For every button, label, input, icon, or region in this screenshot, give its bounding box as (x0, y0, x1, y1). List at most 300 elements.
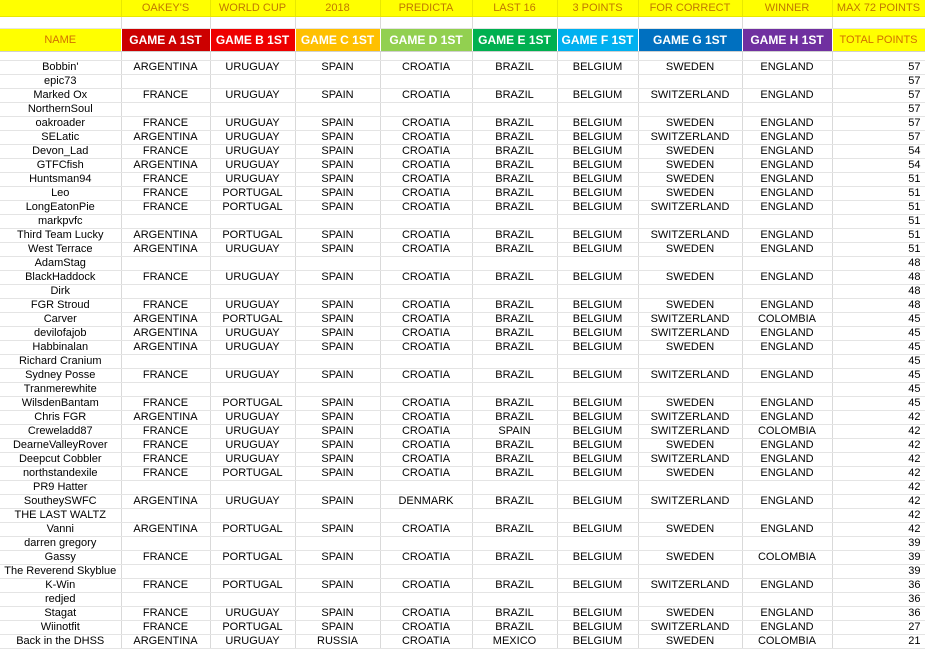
total-points-cell[interactable]: 51 (832, 173, 925, 187)
pick-cell-game-h[interactable]: ENGLAND (742, 159, 832, 173)
player-name-cell[interactable]: GTFCfish (0, 159, 121, 173)
pick-cell-game-b[interactable] (210, 509, 295, 523)
pick-cell-game-a[interactable]: ARGENTINA (121, 159, 210, 173)
pick-cell-game-d[interactable]: CROATIA (380, 411, 472, 425)
pick-cell-game-d[interactable]: CROATIA (380, 159, 472, 173)
pick-cell-game-h[interactable]: ENGLAND (742, 523, 832, 537)
pick-cell-game-d[interactable] (380, 565, 472, 579)
pick-cell-game-g[interactable]: SWITZERLAND (638, 229, 742, 243)
pick-cell-game-f[interactable]: BELGIUM (557, 607, 638, 621)
pick-cell-game-b[interactable]: URUGUAY (210, 131, 295, 145)
total-points-cell[interactable]: 48 (832, 257, 925, 271)
pick-cell-game-c[interactable]: SPAIN (295, 271, 380, 285)
total-points-cell[interactable]: 51 (832, 201, 925, 215)
pick-cell-game-c[interactable]: SPAIN (295, 411, 380, 425)
pick-cell-game-f[interactable]: BELGIUM (557, 117, 638, 131)
pick-cell-game-e[interactable]: BRAZIL (472, 159, 557, 173)
game-f-header[interactable]: GAME F 1ST (557, 29, 638, 52)
pick-cell-game-h[interactable]: ENGLAND (742, 439, 832, 453)
pick-cell-game-e[interactable]: BRAZIL (472, 411, 557, 425)
pick-cell-game-d[interactable]: CROATIA (380, 397, 472, 411)
pick-cell-game-a[interactable]: FRANCE (121, 467, 210, 481)
pick-cell-game-h[interactable]: COLOMBIA (742, 425, 832, 439)
pick-cell-game-g[interactable] (638, 383, 742, 397)
pick-cell-game-f[interactable]: BELGIUM (557, 467, 638, 481)
pick-cell-game-d[interactable]: CROATIA (380, 341, 472, 355)
pick-cell-game-h[interactable]: ENGLAND (742, 579, 832, 593)
pick-cell-game-f[interactable] (557, 481, 638, 495)
total-points-cell[interactable]: 48 (832, 271, 925, 285)
pick-cell-game-h[interactable] (742, 285, 832, 299)
player-name-cell[interactable]: The Reverend Skyblue (0, 565, 121, 579)
pick-cell-game-f[interactable]: BELGIUM (557, 173, 638, 187)
empty-cell[interactable] (295, 17, 380, 29)
pick-cell-game-h[interactable]: ENGLAND (742, 145, 832, 159)
player-name-cell[interactable]: West Terrace (0, 243, 121, 257)
pick-cell-game-b[interactable]: URUGUAY (210, 173, 295, 187)
pick-cell-game-a[interactable]: FRANCE (121, 173, 210, 187)
pick-cell-game-e[interactable]: BRAZIL (472, 327, 557, 341)
pick-cell-game-d[interactable] (380, 215, 472, 229)
pick-cell-game-h[interactable] (742, 509, 832, 523)
total-points-cell[interactable]: 42 (832, 467, 925, 481)
player-name-cell[interactable]: redjed (0, 593, 121, 607)
pick-cell-game-c[interactable] (295, 75, 380, 89)
pick-cell-game-g[interactable]: SWEDEN (638, 439, 742, 453)
pick-cell-game-g[interactable]: SWITZERLAND (638, 425, 742, 439)
pick-cell-game-g[interactable] (638, 481, 742, 495)
pick-cell-game-d[interactable] (380, 593, 472, 607)
pick-cell-game-f[interactable]: BELGIUM (557, 425, 638, 439)
pick-cell-game-b[interactable]: URUGUAY (210, 635, 295, 649)
pick-cell-game-f[interactable] (557, 355, 638, 369)
pick-cell-game-b[interactable]: PORTUGAL (210, 229, 295, 243)
total-points-cell[interactable]: 57 (832, 117, 925, 131)
pick-cell-game-e[interactable]: BRAZIL (472, 117, 557, 131)
total-points-cell[interactable]: 42 (832, 453, 925, 467)
pick-cell-game-b[interactable]: URUGUAY (210, 453, 295, 467)
pick-cell-game-h[interactable]: ENGLAND (742, 89, 832, 103)
pick-cell-game-d[interactable]: CROATIA (380, 229, 472, 243)
pick-cell-game-e[interactable] (472, 103, 557, 117)
pick-cell-game-b[interactable]: URUGUAY (210, 341, 295, 355)
pick-cell-game-c[interactable]: SPAIN (295, 439, 380, 453)
pick-cell-game-f[interactable] (557, 593, 638, 607)
pick-cell-game-f[interactable]: BELGIUM (557, 313, 638, 327)
pick-cell-game-d[interactable] (380, 537, 472, 551)
pick-cell-game-c[interactable]: SPAIN (295, 495, 380, 509)
pick-cell-game-g[interactable]: SWITZERLAND (638, 131, 742, 145)
banner-cell[interactable]: 2018 (295, 0, 380, 17)
total-points-cell[interactable]: 57 (832, 103, 925, 117)
total-points-cell[interactable]: 51 (832, 187, 925, 201)
pick-cell-game-b[interactable]: URUGUAY (210, 607, 295, 621)
pick-cell-game-e[interactable]: BRAZIL (472, 89, 557, 103)
banner-cell[interactable]: WINNER (742, 0, 832, 17)
pick-cell-game-c[interactable] (295, 537, 380, 551)
pick-cell-game-a[interactable] (121, 565, 210, 579)
empty-cell[interactable] (638, 17, 742, 29)
total-points-cell[interactable]: 48 (832, 285, 925, 299)
pick-cell-game-a[interactable] (121, 537, 210, 551)
pick-cell-game-a[interactable]: FRANCE (121, 117, 210, 131)
empty-cell[interactable] (557, 17, 638, 29)
player-name-cell[interactable]: K-Win (0, 579, 121, 593)
pick-cell-game-b[interactable] (210, 355, 295, 369)
banner-cell[interactable]: LAST 16 (472, 0, 557, 17)
pick-cell-game-c[interactable]: SPAIN (295, 173, 380, 187)
pick-cell-game-g[interactable]: SWITZERLAND (638, 411, 742, 425)
pick-cell-game-a[interactable] (121, 75, 210, 89)
pick-cell-game-g[interactable] (638, 257, 742, 271)
pick-cell-game-c[interactable]: SPAIN (295, 341, 380, 355)
pick-cell-game-f[interactable] (557, 257, 638, 271)
pick-cell-game-e[interactable]: BRAZIL (472, 495, 557, 509)
pick-cell-game-e[interactable]: BRAZIL (472, 173, 557, 187)
player-name-cell[interactable]: devilofajob (0, 327, 121, 341)
empty-cell[interactable] (210, 52, 295, 61)
pick-cell-game-a[interactable]: FRANCE (121, 579, 210, 593)
pick-cell-game-a[interactable] (121, 257, 210, 271)
pick-cell-game-e[interactable]: BRAZIL (472, 61, 557, 75)
total-points-cell[interactable]: 45 (832, 397, 925, 411)
pick-cell-game-d[interactable]: CROATIA (380, 89, 472, 103)
total-points-cell[interactable]: 42 (832, 523, 925, 537)
pick-cell-game-e[interactable]: BRAZIL (472, 551, 557, 565)
pick-cell-game-d[interactable]: CROATIA (380, 439, 472, 453)
pick-cell-game-h[interactable] (742, 481, 832, 495)
pick-cell-game-g[interactable]: SWEDEN (638, 61, 742, 75)
pick-cell-game-d[interactable]: CROATIA (380, 425, 472, 439)
pick-cell-game-g[interactable] (638, 75, 742, 89)
banner-cell[interactable]: PREDICTA (380, 0, 472, 17)
pick-cell-game-c[interactable]: SPAIN (295, 397, 380, 411)
total-points-cell[interactable]: 48 (832, 299, 925, 313)
pick-cell-game-b[interactable] (210, 215, 295, 229)
pick-cell-game-d[interactable] (380, 285, 472, 299)
pick-cell-game-a[interactable] (121, 383, 210, 397)
pick-cell-game-c[interactable] (295, 593, 380, 607)
total-points-cell[interactable]: 21 (832, 635, 925, 649)
player-name-cell[interactable]: LongEatonPie (0, 201, 121, 215)
player-name-cell[interactable]: darren gregory (0, 537, 121, 551)
pick-cell-game-h[interactable]: ENGLAND (742, 411, 832, 425)
pick-cell-game-a[interactable]: FRANCE (121, 89, 210, 103)
pick-cell-game-d[interactable]: CROATIA (380, 551, 472, 565)
pick-cell-game-f[interactable]: BELGIUM (557, 61, 638, 75)
pick-cell-game-h[interactable] (742, 593, 832, 607)
empty-cell[interactable] (472, 52, 557, 61)
pick-cell-game-g[interactable]: SWITZERLAND (638, 495, 742, 509)
pick-cell-game-a[interactable]: FRANCE (121, 201, 210, 215)
pick-cell-game-f[interactable]: BELGIUM (557, 243, 638, 257)
pick-cell-game-c[interactable]: SPAIN (295, 61, 380, 75)
empty-cell[interactable] (380, 17, 472, 29)
pick-cell-game-f[interactable]: BELGIUM (557, 89, 638, 103)
pick-cell-game-g[interactable]: SWEDEN (638, 117, 742, 131)
pick-cell-game-g[interactable]: SWEDEN (638, 159, 742, 173)
total-points-cell[interactable]: 42 (832, 509, 925, 523)
pick-cell-game-e[interactable]: BRAZIL (472, 229, 557, 243)
total-points-cell[interactable]: 54 (832, 159, 925, 173)
pick-cell-game-f[interactable] (557, 285, 638, 299)
total-points-cell[interactable]: 45 (832, 327, 925, 341)
pick-cell-game-c[interactable]: SPAIN (295, 117, 380, 131)
pick-cell-game-f[interactable]: BELGIUM (557, 523, 638, 537)
pick-cell-game-d[interactable]: CROATIA (380, 453, 472, 467)
pick-cell-game-d[interactable] (380, 509, 472, 523)
pick-cell-game-a[interactable] (121, 355, 210, 369)
pick-cell-game-c[interactable]: SPAIN (295, 89, 380, 103)
pick-cell-game-f[interactable]: BELGIUM (557, 453, 638, 467)
pick-cell-game-b[interactable]: PORTUGAL (210, 523, 295, 537)
total-points-cell[interactable]: 39 (832, 565, 925, 579)
pick-cell-game-b[interactable]: URUGUAY (210, 425, 295, 439)
empty-cell[interactable] (0, 52, 121, 61)
total-points-cell[interactable]: 57 (832, 75, 925, 89)
pick-cell-game-c[interactable]: SPAIN (295, 621, 380, 635)
pick-cell-game-c[interactable] (295, 509, 380, 523)
total-points-cell[interactable]: 42 (832, 495, 925, 509)
pick-cell-game-c[interactable] (295, 257, 380, 271)
player-name-cell[interactable]: Deepcut Cobbler (0, 453, 121, 467)
pick-cell-game-g[interactable]: SWEDEN (638, 523, 742, 537)
player-name-cell[interactable]: epic73 (0, 75, 121, 89)
pick-cell-game-b[interactable] (210, 481, 295, 495)
pick-cell-game-f[interactable]: BELGIUM (557, 551, 638, 565)
pick-cell-game-e[interactable]: BRAZIL (472, 243, 557, 257)
pick-cell-game-h[interactable] (742, 565, 832, 579)
total-points-cell[interactable]: 36 (832, 579, 925, 593)
pick-cell-game-b[interactable]: URUGUAY (210, 299, 295, 313)
pick-cell-game-f[interactable]: BELGIUM (557, 369, 638, 383)
pick-cell-game-b[interactable]: URUGUAY (210, 89, 295, 103)
pick-cell-game-h[interactable]: ENGLAND (742, 369, 832, 383)
pick-cell-game-g[interactable] (638, 285, 742, 299)
pick-cell-game-c[interactable] (295, 565, 380, 579)
pick-cell-game-a[interactable] (121, 481, 210, 495)
pick-cell-game-e[interactable]: BRAZIL (472, 607, 557, 621)
total-points-cell[interactable]: 45 (832, 383, 925, 397)
pick-cell-game-g[interactable]: SWEDEN (638, 635, 742, 649)
pick-cell-game-d[interactable]: CROATIA (380, 201, 472, 215)
pick-cell-game-c[interactable]: SPAIN (295, 131, 380, 145)
pick-cell-game-g[interactable] (638, 537, 742, 551)
pick-cell-game-b[interactable] (210, 565, 295, 579)
player-name-cell[interactable]: Leo (0, 187, 121, 201)
pick-cell-game-d[interactable]: CROATIA (380, 327, 472, 341)
pick-cell-game-g[interactable] (638, 509, 742, 523)
pick-cell-game-c[interactable]: SPAIN (295, 551, 380, 565)
pick-cell-game-h[interactable] (742, 537, 832, 551)
empty-cell[interactable] (121, 17, 210, 29)
pick-cell-game-a[interactable]: FRANCE (121, 187, 210, 201)
pick-cell-game-f[interactable]: BELGIUM (557, 439, 638, 453)
player-name-cell[interactable]: Richard Cranium (0, 355, 121, 369)
total-points-cell[interactable]: 42 (832, 439, 925, 453)
game-d-header[interactable]: GAME D 1ST (380, 29, 472, 52)
pick-cell-game-h[interactable]: ENGLAND (742, 117, 832, 131)
pick-cell-game-g[interactable]: SWEDEN (638, 299, 742, 313)
empty-cell[interactable] (295, 52, 380, 61)
pick-cell-game-h[interactable]: ENGLAND (742, 187, 832, 201)
pick-cell-game-g[interactable]: SWITZERLAND (638, 327, 742, 341)
pick-cell-game-d[interactable]: CROATIA (380, 187, 472, 201)
pick-cell-game-c[interactable]: SPAIN (295, 201, 380, 215)
pick-cell-game-e[interactable] (472, 215, 557, 229)
player-name-cell[interactable]: Wiinotfit (0, 621, 121, 635)
pick-cell-game-d[interactable]: CROATIA (380, 635, 472, 649)
pick-cell-game-d[interactable]: CROATIA (380, 117, 472, 131)
pick-cell-game-c[interactable]: SPAIN (295, 327, 380, 341)
total-points-cell[interactable]: 39 (832, 537, 925, 551)
pick-cell-game-e[interactable]: BRAZIL (472, 299, 557, 313)
total-points-cell[interactable]: 54 (832, 145, 925, 159)
pick-cell-game-g[interactable]: SWITZERLAND (638, 369, 742, 383)
pick-cell-game-e[interactable]: BRAZIL (472, 467, 557, 481)
pick-cell-game-f[interactable]: BELGIUM (557, 341, 638, 355)
pick-cell-game-e[interactable]: BRAZIL (472, 621, 557, 635)
game-g-header[interactable]: GAME G 1ST (638, 29, 742, 52)
player-name-cell[interactable]: Devon_Lad (0, 145, 121, 159)
pick-cell-game-f[interactable]: BELGIUM (557, 579, 638, 593)
game-b-header[interactable]: GAME B 1ST (210, 29, 295, 52)
pick-cell-game-h[interactable] (742, 75, 832, 89)
pick-cell-game-g[interactable] (638, 593, 742, 607)
empty-cell[interactable] (472, 17, 557, 29)
pick-cell-game-b[interactable] (210, 257, 295, 271)
pick-cell-game-c[interactable]: SPAIN (295, 579, 380, 593)
pick-cell-game-a[interactable]: FRANCE (121, 299, 210, 313)
player-name-cell[interactable]: Third Team Lucky (0, 229, 121, 243)
pick-cell-game-h[interactable]: ENGLAND (742, 243, 832, 257)
pick-cell-game-e[interactable]: BRAZIL (472, 271, 557, 285)
pick-cell-game-b[interactable]: URUGUAY (210, 61, 295, 75)
pick-cell-game-f[interactable] (557, 75, 638, 89)
pick-cell-game-a[interactable]: FRANCE (121, 607, 210, 621)
total-points-cell[interactable]: 45 (832, 355, 925, 369)
pick-cell-game-e[interactable]: BRAZIL (472, 145, 557, 159)
banner-cell[interactable] (0, 0, 121, 17)
player-name-cell[interactable]: SELatic (0, 131, 121, 145)
pick-cell-game-g[interactable] (638, 215, 742, 229)
pick-cell-game-g[interactable]: SWITZERLAND (638, 201, 742, 215)
pick-cell-game-e[interactable]: MEXICO (472, 635, 557, 649)
pick-cell-game-a[interactable]: FRANCE (121, 551, 210, 565)
pick-cell-game-h[interactable] (742, 215, 832, 229)
pick-cell-game-h[interactable] (742, 257, 832, 271)
empty-cell[interactable] (557, 52, 638, 61)
pick-cell-game-a[interactable] (121, 593, 210, 607)
pick-cell-game-c[interactable] (295, 103, 380, 117)
pick-cell-game-f[interactable]: BELGIUM (557, 159, 638, 173)
pick-cell-game-d[interactable]: CROATIA (380, 145, 472, 159)
pick-cell-game-f[interactable] (557, 509, 638, 523)
pick-cell-game-c[interactable] (295, 355, 380, 369)
banner-cell[interactable]: FOR CORRECT (638, 0, 742, 17)
pick-cell-game-h[interactable] (742, 355, 832, 369)
player-name-cell[interactable]: Habbinalan (0, 341, 121, 355)
player-name-cell[interactable]: NorthernSoul (0, 103, 121, 117)
pick-cell-game-c[interactable]: SPAIN (295, 243, 380, 257)
total-points-cell[interactable]: 45 (832, 341, 925, 355)
pick-cell-game-b[interactable]: URUGUAY (210, 271, 295, 285)
pick-cell-game-c[interactable]: SPAIN (295, 607, 380, 621)
pick-cell-game-c[interactable] (295, 383, 380, 397)
pick-cell-game-h[interactable]: COLOMBIA (742, 313, 832, 327)
pick-cell-game-h[interactable]: COLOMBIA (742, 635, 832, 649)
pick-cell-game-g[interactable]: SWEDEN (638, 551, 742, 565)
pick-cell-game-h[interactable]: ENGLAND (742, 327, 832, 341)
pick-cell-game-b[interactable] (210, 537, 295, 551)
pick-cell-game-e[interactable]: BRAZIL (472, 341, 557, 355)
pick-cell-game-f[interactable]: BELGIUM (557, 201, 638, 215)
pick-cell-game-d[interactable]: CROATIA (380, 467, 472, 481)
pick-cell-game-e[interactable] (472, 285, 557, 299)
player-name-cell[interactable]: Tranmerewhite (0, 383, 121, 397)
pick-cell-game-c[interactable]: SPAIN (295, 369, 380, 383)
pick-cell-game-c[interactable]: SPAIN (295, 313, 380, 327)
pick-cell-game-d[interactable] (380, 383, 472, 397)
pick-cell-game-a[interactable]: ARGENTINA (121, 229, 210, 243)
pick-cell-game-e[interactable] (472, 257, 557, 271)
pick-cell-game-f[interactable]: BELGIUM (557, 495, 638, 509)
player-name-cell[interactable]: oakroader (0, 117, 121, 131)
pick-cell-game-c[interactable]: SPAIN (295, 425, 380, 439)
pick-cell-game-f[interactable]: BELGIUM (557, 229, 638, 243)
pick-cell-game-g[interactable]: SWEDEN (638, 607, 742, 621)
pick-cell-game-d[interactable] (380, 75, 472, 89)
pick-cell-game-a[interactable]: FRANCE (121, 271, 210, 285)
total-points-cell[interactable]: 36 (832, 607, 925, 621)
pick-cell-game-e[interactable] (472, 75, 557, 89)
pick-cell-game-a[interactable]: ARGENTINA (121, 61, 210, 75)
empty-cell[interactable] (210, 17, 295, 29)
pick-cell-game-h[interactable]: ENGLAND (742, 229, 832, 243)
player-name-cell[interactable]: WilsdenBantam (0, 397, 121, 411)
pick-cell-game-g[interactable]: SWITZERLAND (638, 313, 742, 327)
pick-cell-game-d[interactable]: CROATIA (380, 61, 472, 75)
pick-cell-game-b[interactable]: PORTUGAL (210, 187, 295, 201)
pick-cell-game-d[interactable]: CROATIA (380, 131, 472, 145)
pick-cell-game-d[interactable] (380, 257, 472, 271)
pick-cell-game-b[interactable]: URUGUAY (210, 411, 295, 425)
pick-cell-game-f[interactable]: BELGIUM (557, 131, 638, 145)
pick-cell-game-d[interactable]: CROATIA (380, 621, 472, 635)
pick-cell-game-b[interactable] (210, 103, 295, 117)
pick-cell-game-a[interactable]: FRANCE (121, 439, 210, 453)
pick-cell-game-b[interactable]: PORTUGAL (210, 397, 295, 411)
player-name-cell[interactable]: Marked Ox (0, 89, 121, 103)
pick-cell-game-f[interactable] (557, 537, 638, 551)
pick-cell-game-c[interactable] (295, 215, 380, 229)
pick-cell-game-e[interactable] (472, 593, 557, 607)
pick-cell-game-g[interactable]: SWEDEN (638, 271, 742, 285)
pick-cell-game-a[interactable]: ARGENTINA (121, 327, 210, 341)
player-name-cell[interactable]: AdamStag (0, 257, 121, 271)
pick-cell-game-g[interactable]: SWEDEN (638, 467, 742, 481)
total-points-cell[interactable]: 57 (832, 61, 925, 75)
pick-cell-game-b[interactable] (210, 75, 295, 89)
pick-cell-game-g[interactable]: SWEDEN (638, 243, 742, 257)
pick-cell-game-e[interactable] (472, 537, 557, 551)
empty-cell[interactable] (380, 52, 472, 61)
pick-cell-game-h[interactable]: ENGLAND (742, 173, 832, 187)
pick-cell-game-f[interactable]: BELGIUM (557, 299, 638, 313)
player-name-cell[interactable]: Huntsman94 (0, 173, 121, 187)
pick-cell-game-a[interactable]: ARGENTINA (121, 635, 210, 649)
player-name-cell[interactable]: Creweladd87 (0, 425, 121, 439)
